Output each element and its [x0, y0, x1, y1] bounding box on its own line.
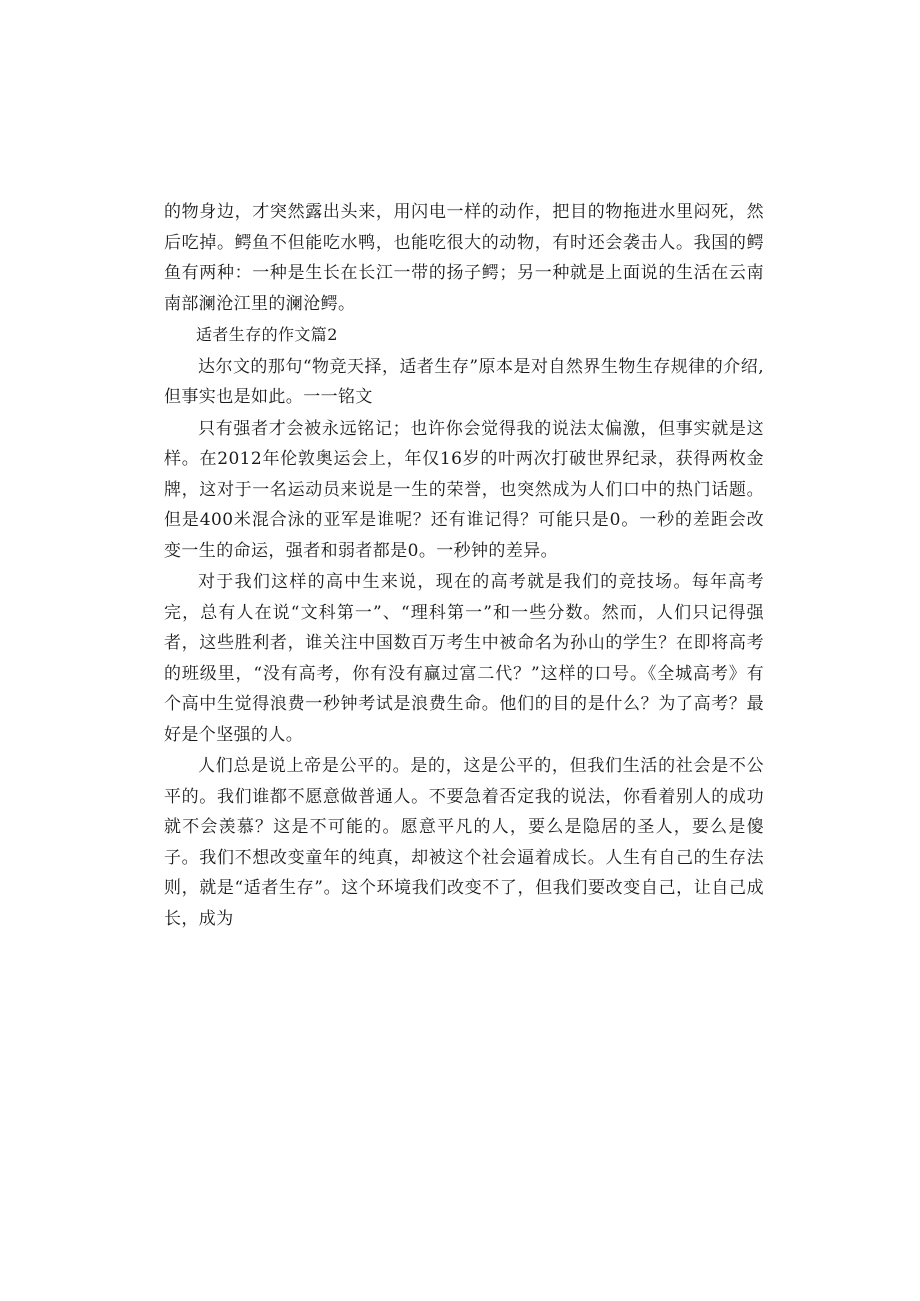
- section-heading: 适者生存的作文篇2: [196, 325, 338, 344]
- paragraph-fairness: 人们总是说上帝是公平的。是的，这是公平的，但我们生活的社会是不公平的。我们谁都不愿意做普通人。不要急着否定我的说法，你看着别人的成功就不会羡慕？这是不可能的。愿意平凡的人，要么是隐居的圣人，要么是傻子。我们不想改变童年的纯真，却被这个社会逼着成长。人生有自己的生存法则，就是“适者生存”。这个环境我们改变不了，但我们要改变自己，让自己成长，成为: [164, 756, 764, 929]
- paragraph-crocodile-continuation: 的物身边，才突然露出头来，用闪电一样的动作，把目的物拖进水里闷死，然后吃掉。鳄鱼不但能吃水鸭，也能吃很大的动物，有时还会袭击人。我国的鳄鱼有两种：一种是生长在长江一带的扬子鳄；另一种就是上面说的生活在云南南部澜沧江里的澜沧鳄。: [164, 202, 764, 314]
- paragraph-gaokao: 对于我们这样的高中生来说，现在的高考就是我们的竞技场。每年高考完，总有人在说“文科第一”、“理科第一”和一些分数。然而，人们只记得强者，这些胜利者，谁关注中国数百万考生中被命名为孙山的学生？在即将高考的班级里，“没有高考，你有没有赢过富二代？”这样的口号。《全城高考》有个高中生觉得浪费一秒钟考试是浪费生命。他们的目的是什么？为了高考？最好是个坚强的人。: [164, 572, 764, 745]
- document-body: [164, 197, 764, 935]
- paragraph-darwin-quote: 达尔文的那句“物竞天择，适者生存”原本是对自然界生物生存规律的介绍,但事实也是如此。一一铭文: [164, 356, 764, 407]
- paragraph-strong-remembered: 只有强者才会被永远铭记；也许你会觉得我的说法太偏激，但事实就是这样。在2012年伦敦奥运会上，年仅16岁的叶两次打破世界纪录，获得两枚金牌，这对于一名运动员来说是一生的荣誉，也突然成为人们口中的热门话题。但是400米混合泳的亚军是谁呢？还有谁记得？可能只是0。一秒的差距会改变一生的命运，强者和弱者都是0。一秒钟的差异。: [164, 418, 764, 561]
